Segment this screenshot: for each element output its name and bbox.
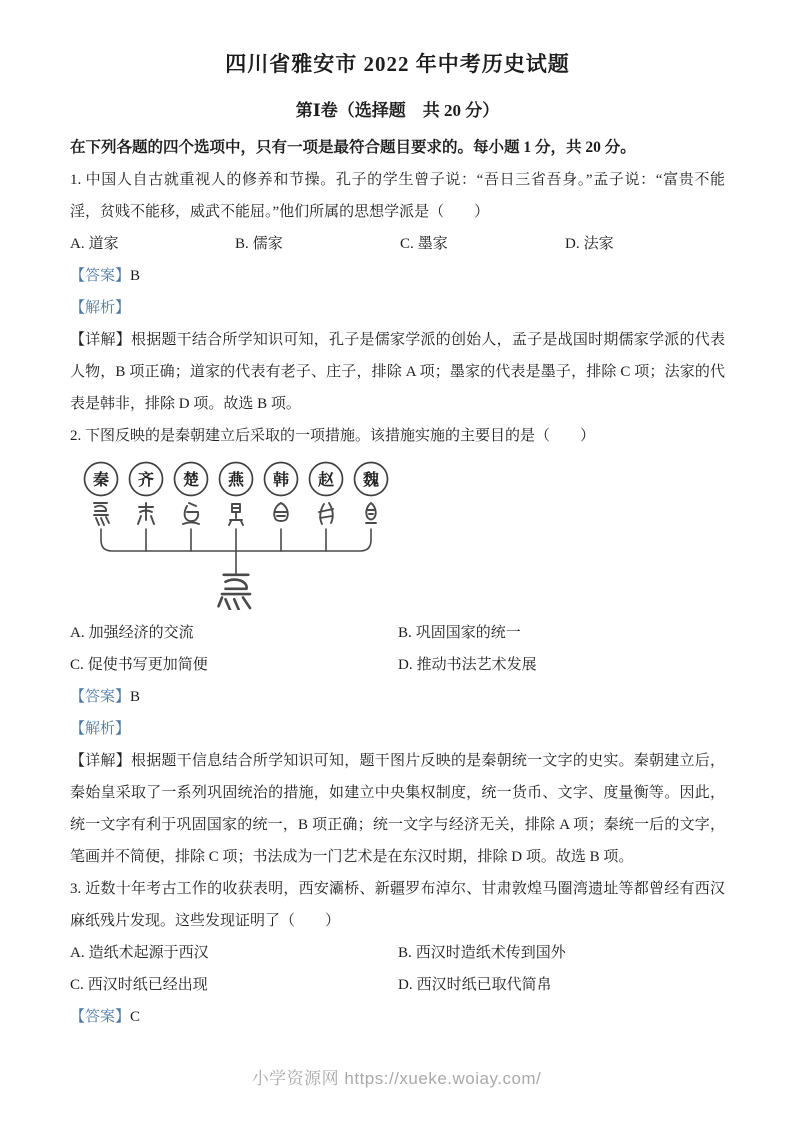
qin-seal-script-horse-icon — [219, 575, 251, 610]
detail-text: 根据题干信息结合所学知识可知，题干图片反映的是秦朝统一文字的史实。秦朝建立后，秦始皇采取了一系列巩固统治的措施，如建立中央集权制度，统一货币、文字、度量衡等。因此，统一文字有利于巩固国家的统一，B 项正确；统一文字与经济无关，排除 A 项；秦统一后的文字，笔画并不简便，排除 C 项；书法成为一门艺术是在东汉时期，排除 D 项。故选 B 项。 — [70, 753, 725, 865]
answer-value: C — [130, 1009, 141, 1025]
option-b: B. 儒家 — [235, 236, 283, 252]
state-label-wei: 魏 — [362, 472, 380, 489]
question-3 — [70, 873, 725, 1033]
option-a: A. 道家 — [70, 236, 119, 252]
answer-value: B — [130, 689, 141, 705]
question-1-stem — [70, 164, 725, 228]
question-number: 3. — [70, 881, 82, 897]
question-3-stem — [70, 873, 725, 937]
option-c: C. 墨家 — [400, 236, 448, 252]
question-3-answer — [70, 1001, 725, 1033]
page-title: 四川省雅安市 2022 年中考历史试题 — [225, 52, 570, 76]
state-label-yan: 燕 — [227, 472, 245, 489]
state-label-zhao: 赵 — [317, 472, 335, 489]
detail-text: 根据题干结合所学知识可知，孔子是儒家学派的创始人，孟子是战国时期儒家学派的代表人物，B 项正确；道家的代表有老子、庄子，排除 A 项；墨家的代表是墨子，排除 C 项；法家的代表是韩非，排除 D 项。故选 B 项。 — [70, 332, 725, 412]
option-d: D. 推动书法艺术发展 — [398, 657, 537, 673]
question-1-analysis — [70, 292, 725, 324]
question-1-options — [70, 228, 725, 260]
state-label-qi: 齐 — [137, 472, 155, 489]
state-label-qin: 秦 — [92, 472, 110, 489]
question-stem-text: 下图反映的是秦朝建立后采取的一项措施。该措施实施的主要目的是（ ） — [85, 428, 596, 444]
question-2 — [70, 420, 725, 873]
exam-instructions: 在下列各题的四个选项中，只有一项是最符合题目要求的。每小题 1 分，共 20 分。 — [70, 139, 636, 156]
option-c: C. 促使书写更加简便 — [70, 657, 208, 673]
question-stem-text: 近数十年考古工作的收获表明，西安灞桥、新疆罗布淖尔、甘肃敦煌马圈湾遗址等都曾经有西汉麻纸残片发现。这些发现证明了（ ） — [70, 881, 726, 929]
ancient-horse-glyph-wei — [366, 503, 376, 523]
option-c: C. 西汉时纸已经出现 — [70, 977, 208, 993]
question-number: 1. — [70, 172, 82, 188]
detail-label: 【详解】 — [70, 753, 131, 769]
option-d: D. 法家 — [565, 236, 614, 252]
answer-label: 【答案】 — [70, 689, 131, 705]
detail-label: 【详解】 — [70, 332, 131, 348]
option-a: A. 造纸术起源于西汉 — [70, 945, 209, 961]
ancient-horse-glyph-qi — [138, 503, 154, 524]
question-2-detail — [70, 745, 725, 873]
ancient-horse-glyph-qin — [94, 503, 109, 525]
option-a: A. 加强经济的交流 — [70, 625, 194, 641]
site-watermark: 小学资源网 https://xueke.woiay.com/ — [251, 1069, 542, 1088]
question-1-detail — [70, 324, 725, 420]
question-2-analysis — [70, 713, 725, 745]
ancient-horse-glyph-yan — [229, 504, 243, 525]
state-label-han: 韩 — [272, 472, 290, 489]
question-2-answer — [70, 681, 725, 713]
question-1 — [70, 164, 725, 420]
question-number: 2. — [70, 428, 82, 444]
section-header: 第Ⅰ卷（选择题 共 20 分） — [295, 101, 500, 120]
analysis-label: 【解析】 — [70, 721, 131, 737]
question-stem-text: 中国人自古就重视人的修养和节操。孔子的学生曾子说：“吾日三省吾身。”孟子说：“富贵不能淫，贫贱不能移，威武不能屈。”他们所属的思想学派是（ ） — [70, 172, 725, 220]
question-2-options — [70, 617, 725, 681]
option-b: B. 巩固国家的统一 — [398, 625, 521, 641]
ancient-horse-glyph-han — [274, 503, 288, 521]
question-3-options — [70, 937, 725, 1001]
answer-label: 【答案】 — [70, 1009, 131, 1025]
option-d: D. 西汉时纸已取代简帛 — [398, 977, 552, 993]
ancient-horse-glyph-zhao — [319, 503, 333, 524]
question-2-stem — [70, 420, 725, 452]
question-2-figure — [83, 458, 725, 615]
question-1-answer — [70, 260, 725, 292]
option-b: B. 西汉时造纸术传到国外 — [398, 945, 566, 961]
state-label-chu: 楚 — [182, 472, 200, 489]
analysis-label: 【解析】 — [70, 300, 131, 316]
seven-states-script-figure — [83, 458, 405, 610]
answer-label: 【答案】 — [70, 268, 131, 284]
answer-value: B — [130, 268, 141, 284]
ancient-horse-glyph-chu — [183, 503, 199, 524]
